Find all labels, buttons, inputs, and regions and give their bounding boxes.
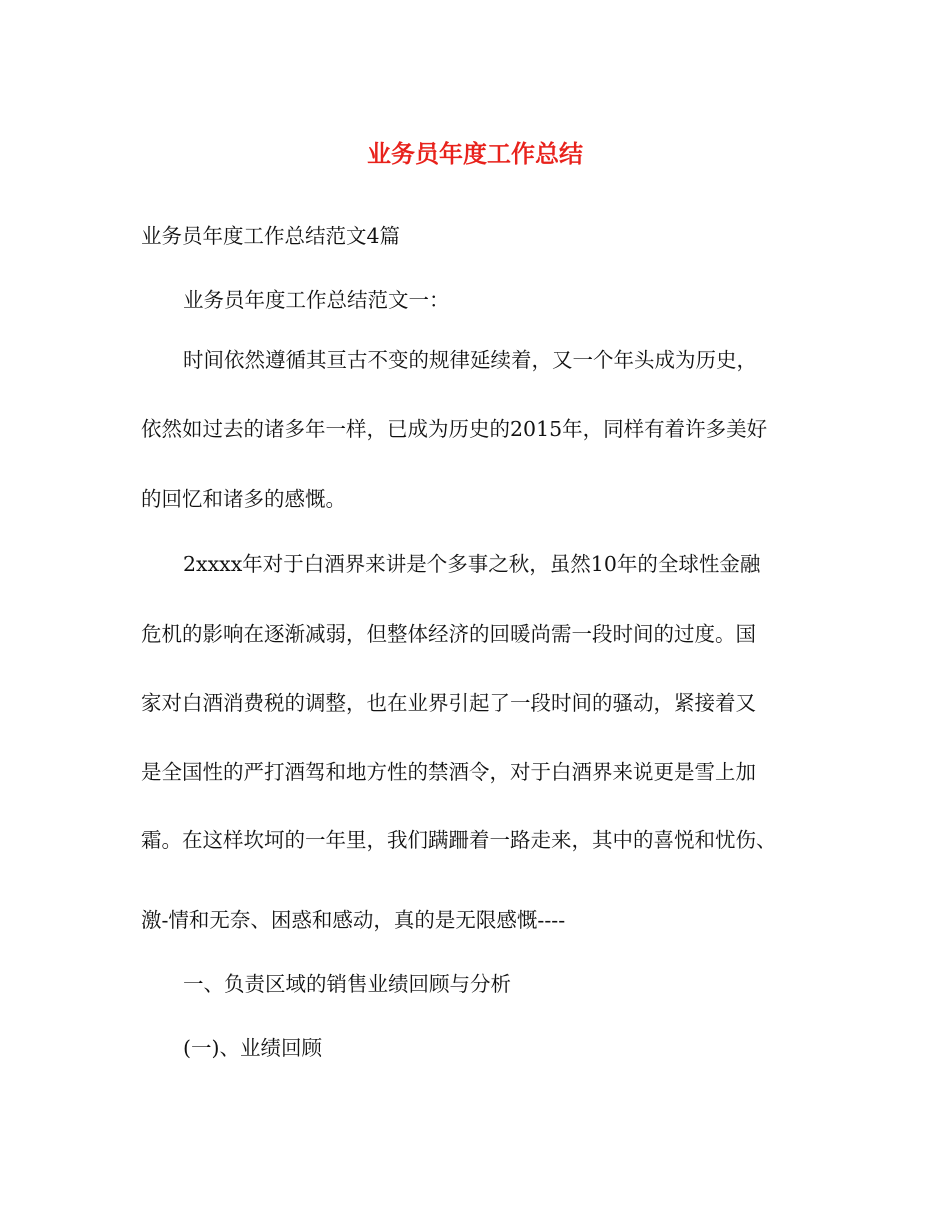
section-heading-2: (一)、业绩回顾 [183,1036,322,1060]
paragraph-line: 是全国性的严打酒驾和地方性的禁酒令，对于白酒界来说更是雪上加 [141,760,756,784]
paragraph-line: 的回忆和诸多的感慨。 [141,487,346,511]
section-heading: 业务员年度工作总结范文一： [183,288,450,312]
document-title: 业务员年度工作总结 [367,139,583,168]
paragraph-line: 霜。在这样坎坷的一年里，我们蹒跚着一路走来，其中的喜悦和忧伤、 [141,828,777,852]
document-subtitle: 业务员年度工作总结范文4篇 [141,224,401,248]
paragraph-line: 家对白酒消费税的调整，也在业界引起了一段时间的骚动，紧接着又 [141,691,756,715]
paragraph-line: 2xxxx年对于白酒界来讲是个多事之秋，虽然10年的全球性金融 [183,552,761,576]
paragraph-line: 依然如过去的诸多年一样，已成为历史的2015年，同样有着许多美好 [141,417,768,441]
section-heading-1: 一、负责区域的销售业绩回顾与分析 [183,972,511,996]
paragraph-line: 激-情和无奈、困惑和感动，真的是无限感慨---- [141,908,566,932]
paragraph-line: 危机的影响在逐渐减弱，但整体经济的回暖尚需一段时间的过度。国 [141,622,756,646]
paragraph-line: 时间依然遵循其亘古不变的规律延续着，又一个年头成为历史， [183,348,757,372]
